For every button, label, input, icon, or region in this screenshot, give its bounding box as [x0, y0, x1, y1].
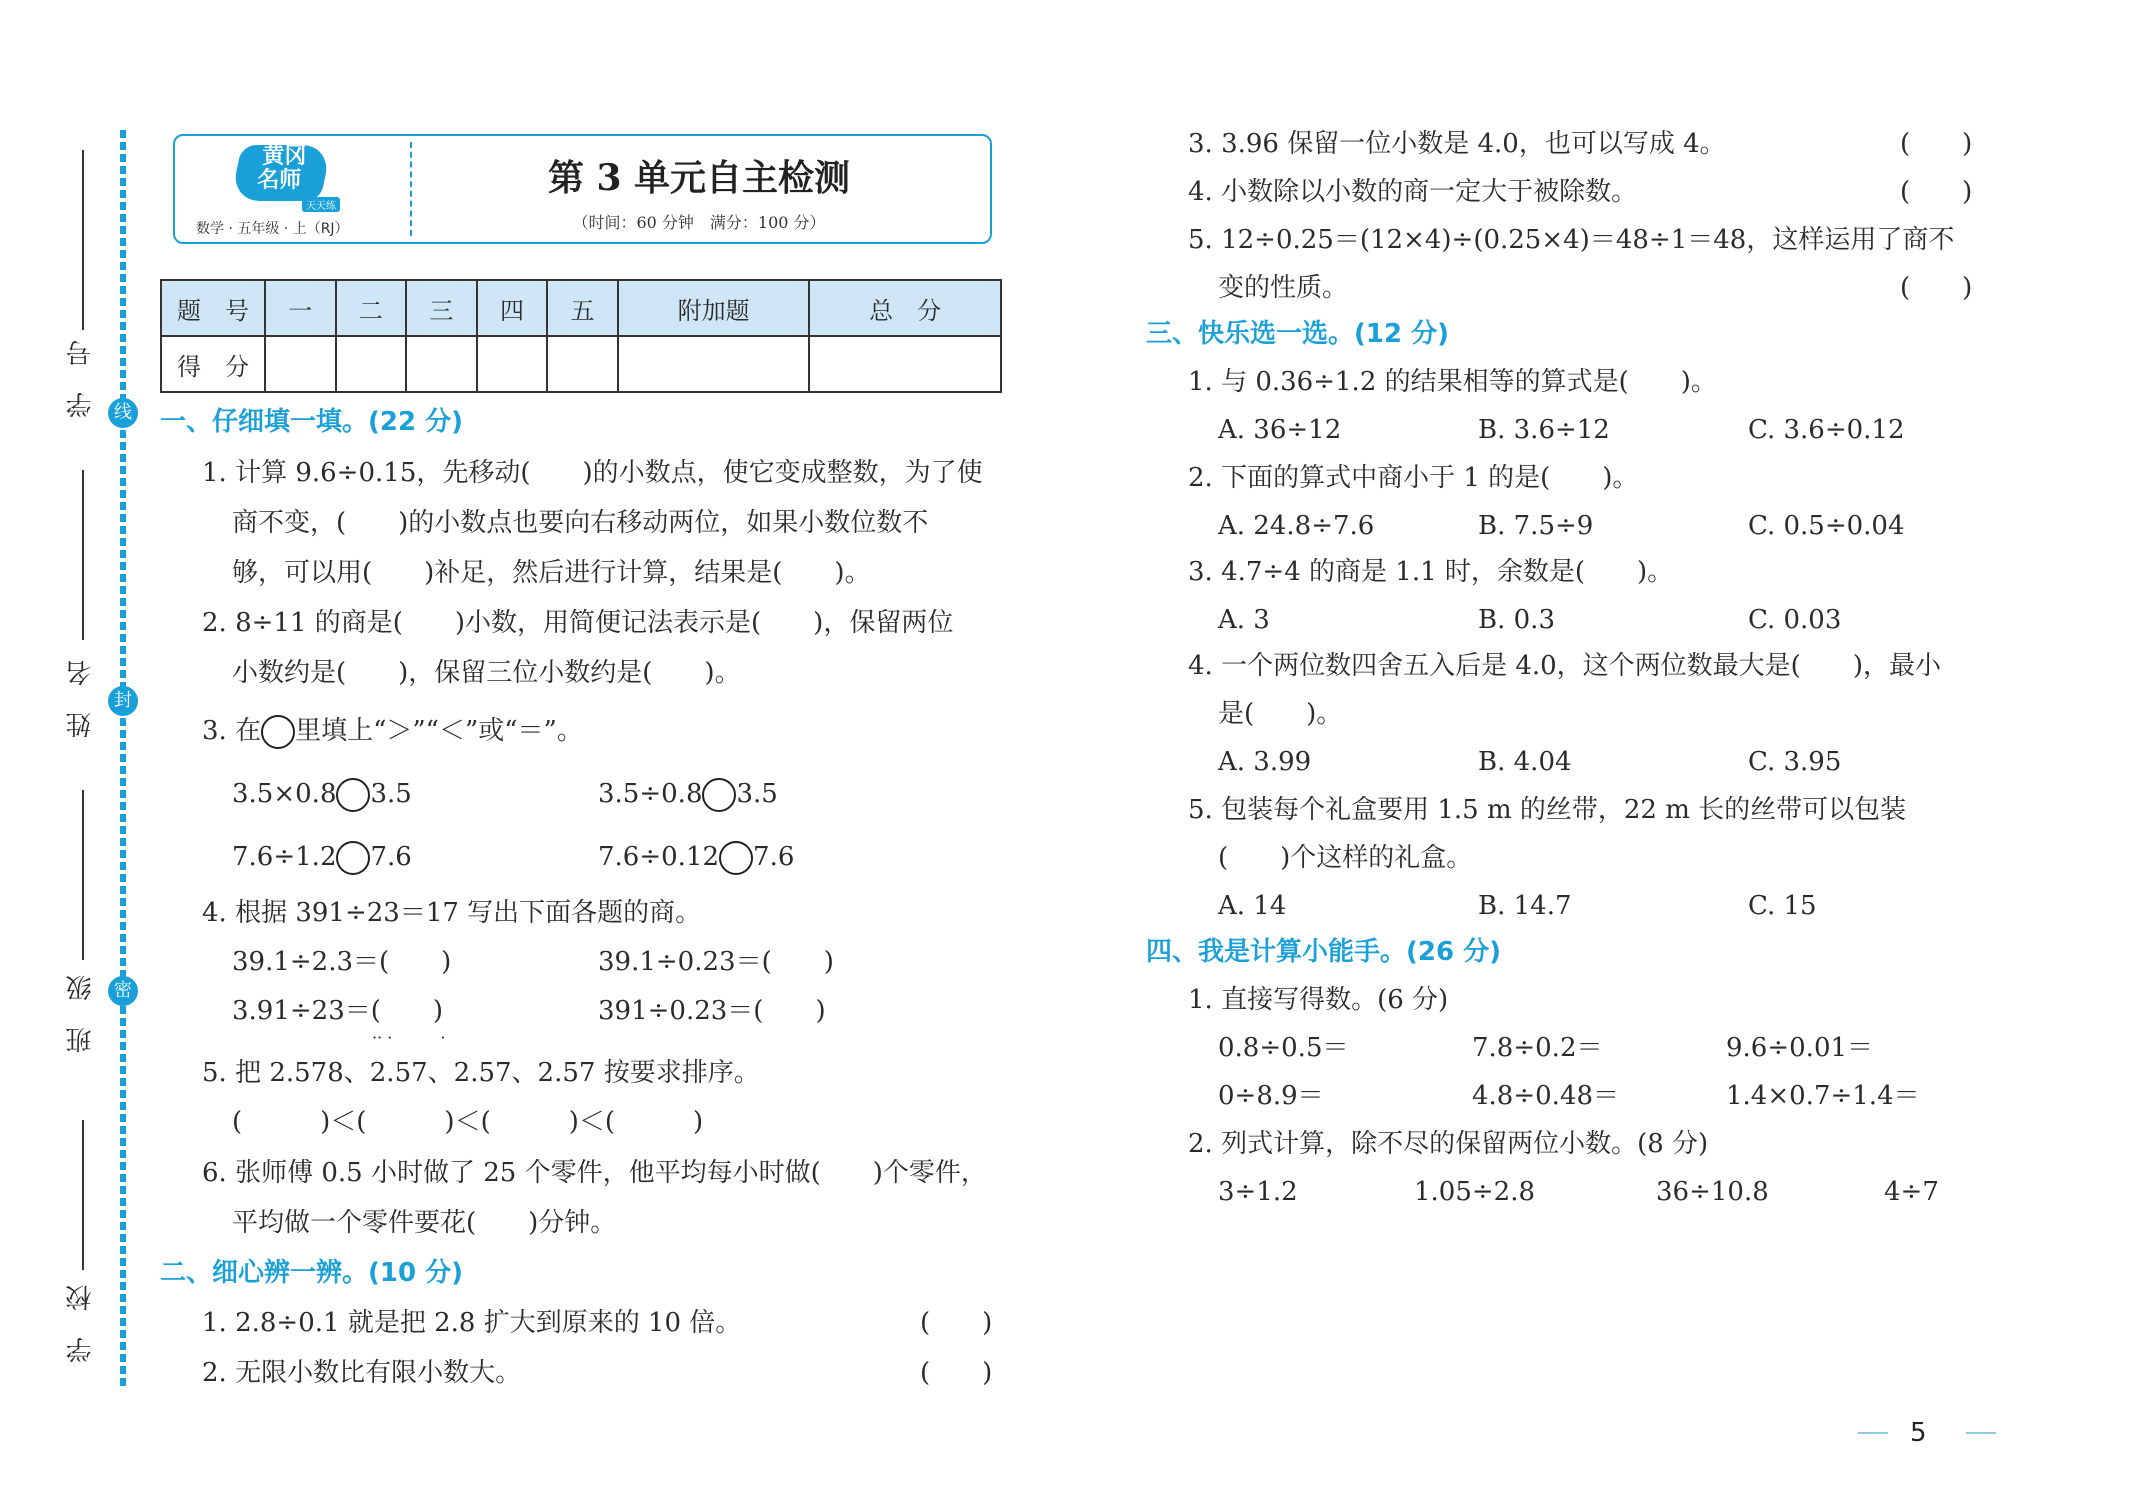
student-id-label: 学 号 [66, 340, 96, 418]
q4-c: 3.91÷23＝( ) [232, 996, 444, 1026]
score-header-cell: 五 [547, 280, 618, 336]
score-cell[interactable] [547, 336, 618, 392]
judge-1: 1. 2.8÷0.1 就是把 2.8 扩大到原来的 10 倍。 [202, 1308, 742, 1338]
choice-5-opt-c[interactable]: C. 15 [1748, 891, 1817, 921]
q4-a: 39.1÷2.3＝( ) [232, 947, 452, 977]
page-subtitle: （时间：60 分钟 满分：100 分） [572, 213, 826, 232]
page-number-rule-right [1966, 1432, 1996, 1434]
q3-item-c [232, 841, 412, 875]
class-label: 班 级 [66, 975, 96, 1053]
q3-c-value: 7.6 [370, 842, 412, 872]
name-line [82, 470, 84, 640]
answer-paren[interactable]: ( ) [1900, 177, 1973, 207]
calc-1-item: 9.6÷0.01＝ [1726, 1033, 1874, 1063]
choice-5-opt-b[interactable]: B. 14.7 [1478, 891, 1572, 921]
judge-5-line2: 变的性质。 [1218, 273, 1349, 303]
score-cell[interactable] [336, 336, 407, 392]
q5-repeat-dots: ·· · · [372, 1028, 446, 1047]
calc-2-prompt: 2. 列式计算，除不尽的保留两位小数。(8 分) [1188, 1129, 1709, 1159]
seal-mi: 密 [108, 976, 138, 1006]
calc-2-item: 4÷7 [1884, 1177, 1939, 1207]
course-info: 数学 · 五年级 · 上（RJ） [196, 221, 349, 237]
q1-line3: 够，可以用( )补足，然后进行计算，结果是( )。 [232, 558, 871, 588]
student-id-line [82, 150, 84, 330]
choice-3-opt-b[interactable]: B. 0.3 [1478, 605, 1555, 635]
page-number: 5 [1910, 1418, 1927, 1448]
choice-2-opt-b[interactable]: B. 7.5÷9 [1478, 511, 1594, 541]
choice-5-line2: ( )个这样的礼盒。 [1218, 843, 1473, 873]
section-1-title: 一、仔细填一填。(22 分) [160, 407, 463, 437]
q3-a-value: 3.5 [370, 779, 412, 809]
compare-circle[interactable] [719, 841, 753, 875]
answer-paren[interactable]: ( ) [920, 1358, 993, 1388]
logo-sub-text: 名师 [257, 168, 302, 193]
score-header-cell: 附加题 [618, 280, 810, 336]
q6-line1: 6. 张师傅 0.5 小时做了 25 个零件，他平均每小时做( )个零件， [202, 1158, 987, 1188]
score-cell[interactable] [618, 336, 810, 392]
q4-b: 39.1÷0.23＝( ) [598, 947, 834, 977]
choice-4-line2: 是( )。 [1218, 699, 1343, 729]
score-header-cell: 一 [265, 280, 336, 336]
choice-4-line1: 4. 一个两位数四舍五入后是 4.0，这个两位数最大是( )，最小 [1188, 651, 1941, 681]
calc-2-item: 36÷10.8 [1656, 1177, 1769, 1207]
q3-d-value: 7.6 [753, 842, 795, 872]
binding-dotted-line [120, 130, 126, 1390]
choice-2-opt-c[interactable]: C. 0.5÷0.04 [1748, 511, 1905, 541]
school-label: 学 校 [66, 1285, 96, 1363]
q3-pre: 3. 在 [202, 716, 262, 746]
judge-3: 3. 3.96 保留一位小数是 4.0，也可以写成 4。 [1188, 129, 1726, 159]
q5-order: ( )＜( )＜( )＜( ) [232, 1107, 704, 1137]
q3-post: 里填上“＞”“＜”或“＝”。 [295, 716, 583, 746]
choice-3-opt-c[interactable]: C. 0.03 [1748, 605, 1842, 635]
page-title: 第 3 单元自主检测 [547, 157, 851, 199]
choice-5-line1: 5. 包装每个礼盒要用 1.5 m 的丝带，22 m 长的丝带可以包装 [1188, 795, 1907, 825]
score-header-cell: 三 [406, 280, 477, 336]
score-header-cell: 总 分 [809, 280, 1001, 336]
q1-line1: 1. 计算 9.6÷0.15，先移动( )的小数点，使它变成整数，为了使 [202, 458, 983, 488]
name-label: 姓 名 [66, 660, 96, 738]
brand-logo [230, 145, 332, 201]
score-header-cell: 四 [477, 280, 548, 336]
score-cell[interactable] [477, 336, 548, 392]
circle-icon [261, 715, 295, 749]
q3-a-expr: 3.5×0.8 [232, 779, 337, 809]
answer-paren[interactable]: ( ) [920, 1308, 993, 1338]
logo-tag: 天天练 [302, 197, 340, 212]
q2-line1: 2. 8÷11 的商是( )小数，用简便记法表示是( )，保留两位 [202, 608, 954, 638]
score-row-label: 得 分 [161, 336, 265, 392]
section-3-title: 三、快乐选一选。(12 分) [1146, 319, 1449, 349]
class-line [82, 790, 84, 960]
q3-item-d [598, 841, 794, 875]
calc-1-prompt: 1. 直接写得数。(6 分) [1188, 985, 1449, 1015]
calc-1-item: 0÷8.9＝ [1218, 1081, 1324, 1111]
q4-prompt: 4. 根据 391÷23＝17 写出下面各题的商。 [202, 898, 702, 928]
score-cell[interactable] [265, 336, 336, 392]
score-header-cell: 二 [336, 280, 407, 336]
answer-paren[interactable]: ( ) [1900, 129, 1973, 159]
choice-4-opt-b[interactable]: B. 4.04 [1478, 747, 1572, 777]
calc-1-item: 0.8÷0.5＝ [1218, 1033, 1349, 1063]
seal-xian: 线 [108, 398, 138, 428]
page-number-rule-left [1858, 1432, 1888, 1434]
q3-b-expr: 3.5÷0.8 [598, 779, 703, 809]
q3-c-expr: 7.6÷1.2 [232, 842, 337, 872]
q3-prompt [202, 715, 583, 749]
judge-2: 2. 无限小数比有限小数大。 [202, 1358, 522, 1388]
logo-main-text: 黄冈 [262, 144, 307, 169]
q6-line2: 平均做一个零件要花( )分钟。 [232, 1208, 617, 1238]
q3-item-a [232, 778, 412, 812]
calc-1-item: 1.4×0.7÷1.4＝ [1726, 1081, 1920, 1111]
choice-2: 2. 下面的算式中商小于 1 的是( )。 [1188, 463, 1639, 493]
compare-circle[interactable] [702, 778, 736, 812]
score-header-cell: 题 号 [161, 280, 265, 336]
q3-b-value: 3.5 [736, 779, 778, 809]
q3-item-b [598, 778, 778, 812]
choice-1-opt-a[interactable]: A. 36÷12 [1218, 415, 1342, 445]
section-2-title: 二、细心辨一辨。(10 分) [160, 1258, 463, 1288]
q5-prompt: 5. 把 2.578、2.57、2.57、2.57 按要求排序。 [202, 1058, 760, 1088]
section-4-title: 四、我是计算小能手。(26 分) [1146, 937, 1501, 967]
judge-5-line1: 5. 12÷0.25＝(12×4)÷(0.25×4)＝48÷1＝48，这样运用了商不 [1188, 225, 1955, 255]
answer-paren[interactable]: ( ) [1900, 273, 1973, 303]
score-cell[interactable] [406, 336, 477, 392]
choice-1: 1. 与 0.36÷1.2 的结果相等的算式是( )。 [1188, 367, 1717, 397]
compare-circle[interactable] [336, 778, 370, 812]
q4-d: 391÷0.23＝( ) [598, 996, 826, 1026]
choice-4-opt-a[interactable]: A. 3.99 [1218, 747, 1312, 777]
q1-line2: 商不变，( )的小数点也要向右移动两位，如果小数位数不 [232, 508, 929, 538]
score-table-row [161, 336, 1001, 392]
choice-3: 3. 4.7÷4 的商是 1.1 时，余数是( )。 [1188, 557, 1674, 587]
calc-1-item: 7.8÷0.2＝ [1472, 1033, 1603, 1063]
choice-4-opt-c[interactable]: C. 3.95 [1748, 747, 1842, 777]
seal-feng: 封 [108, 686, 138, 716]
choice-1-opt-c[interactable]: C. 3.6÷0.12 [1748, 415, 1905, 445]
judge-4: 4. 小数除以小数的商一定大于被除数。 [1188, 177, 1638, 207]
calc-2-item: 3÷1.2 [1218, 1177, 1298, 1207]
q2-line2: 小数约是( )，保留三位小数约是( )。 [232, 658, 741, 688]
calc-1-item: 4.8÷0.48＝ [1472, 1081, 1620, 1111]
choice-1-opt-b[interactable]: B. 3.6÷12 [1478, 415, 1610, 445]
choice-3-opt-a[interactable]: A. 3 [1218, 605, 1270, 635]
score-table-header-row [161, 280, 1001, 336]
choice-2-opt-a[interactable]: A. 24.8÷7.6 [1218, 511, 1375, 541]
score-cell[interactable] [809, 336, 1001, 392]
calc-2-item: 1.05÷2.8 [1414, 1177, 1536, 1207]
school-line [82, 1120, 84, 1270]
choice-5-opt-a[interactable]: A. 14 [1218, 891, 1287, 921]
compare-circle[interactable] [336, 841, 370, 875]
score-table [160, 279, 1002, 393]
q3-d-expr: 7.6÷0.12 [598, 842, 720, 872]
